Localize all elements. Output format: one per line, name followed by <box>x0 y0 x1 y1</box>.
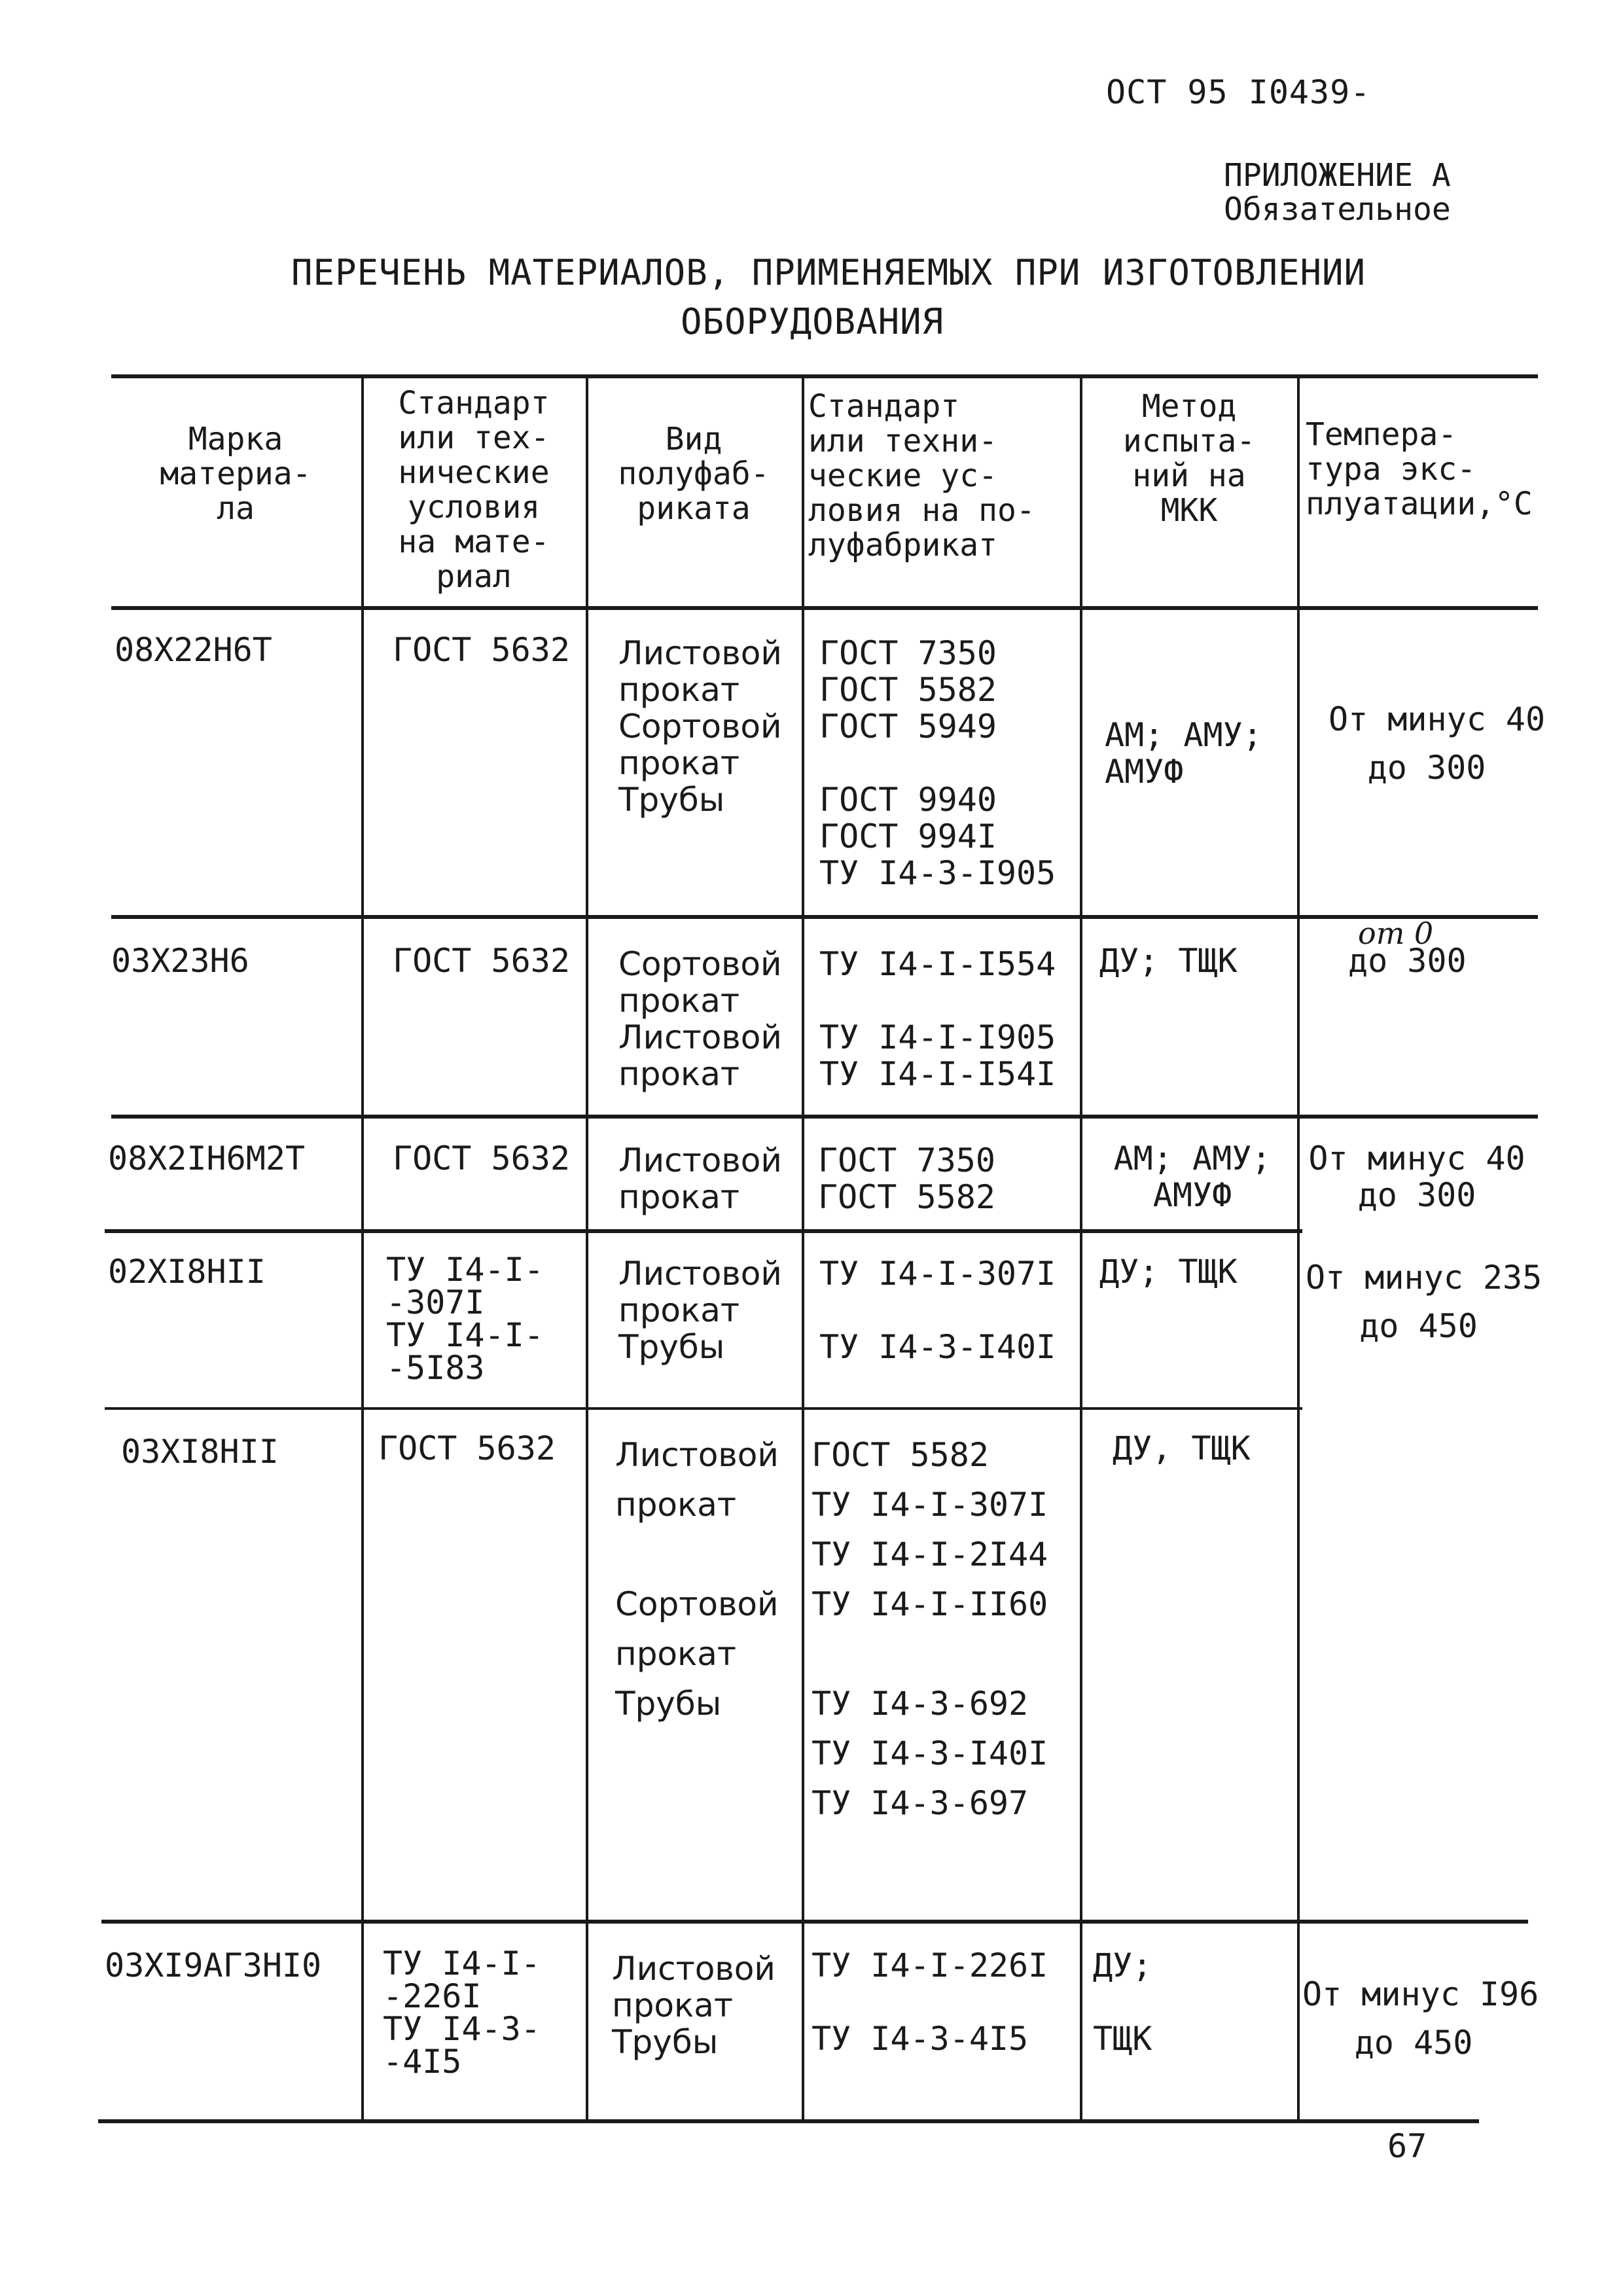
grade-cell: 08Х2IН6М2Т <box>108 1139 306 1177</box>
semi-type-cell: Листовой прокат Сортовой прокат Трубы <box>618 634 782 819</box>
annex-label: ПРИЛОЖЕНИЕ А <box>1224 157 1451 194</box>
column-divider <box>586 376 588 2121</box>
grade-cell: 03ХI9АГ3НI0 <box>105 1946 322 1984</box>
temperature-cell: до 300 <box>1348 942 1467 980</box>
column-header-semi-product-type: Вид полуфаб- риката <box>618 421 770 527</box>
header-bottom-rule <box>111 606 1538 610</box>
column-divider <box>361 376 364 2121</box>
semi-standard-cell: ТУ I4-I-226I ТУ I4-3-4I5 <box>812 1946 1048 2058</box>
row-rule <box>105 1229 1302 1233</box>
temperature-cell: От минус 235 до 450 <box>1306 1259 1543 1345</box>
row-rule <box>105 1407 1302 1410</box>
page-title-line-1: ПЕРЕЧЕНЬ МАТЕРИАЛОВ, ПРИМЕНЯЕМЫХ ПРИ ИЗГОТОВЛЕНИИ <box>291 252 1366 293</box>
column-header-material-standard: Стандарт или тех- нические условия на мате- риал <box>398 385 550 595</box>
semi-standard-cell: ТУ I4-I-I554 ТУ I4-I-I905 ТУ I4-I-I54I <box>819 945 1056 1093</box>
column-divider <box>1297 376 1300 2121</box>
page-number: 67 <box>1387 2127 1427 2165</box>
test-method-cell: ДУ, ТЩК <box>1113 1429 1251 1467</box>
material-standard-cell: ТУ I4-I- -226I ТУ I4-3- -4I5 <box>383 1945 541 2081</box>
semi-type-cell: Сортовой прокат Листовой прокат <box>618 945 782 1093</box>
semi-standard-cell: ГОСТ 5582 ТУ I4-I-307I ТУ I4-I-2I44 ТУ I4-I-II60 ТУ I4-3-692 ТУ I4-3-I40I ТУ I4-3-697 <box>812 1436 1048 1822</box>
temperature-cell: От минус 40 до 300 <box>1329 700 1546 787</box>
column-divider <box>1080 376 1082 2121</box>
grade-cell: 02ХI8НII <box>108 1253 266 1291</box>
row-rule <box>101 1920 1528 1924</box>
material-standard-cell: ГОСТ 5632 <box>393 1139 570 1177</box>
semi-type-cell: Листовой прокат Сортовой прокат Трубы <box>615 1436 779 1723</box>
document-code: ОСТ 95 I0439- <box>1106 73 1371 111</box>
temperature-cell: От минус 40 до 300 <box>1308 1139 1525 1214</box>
page-title-line-2: ОБОРУДОВАНИЯ <box>681 301 944 342</box>
column-header-semi-product-standard: Стандарт или техни- ческие ус- ловия на по- луфабрикат <box>808 388 1035 564</box>
semi-type-cell: Листовой прокат Трубы <box>618 1255 782 1366</box>
semi-type-cell: Листовой прокат Трубы <box>612 1950 776 2061</box>
semi-standard-cell: ТУ I4-I-307I ТУ I4-3-I40I <box>819 1255 1056 1366</box>
material-standard-cell: ГОСТ 5632 <box>393 631 570 669</box>
grade-cell: 03ХI8НII <box>121 1433 279 1471</box>
column-divider <box>802 376 804 2121</box>
test-method-cell: ДУ; ТЩК <box>1099 1253 1238 1291</box>
material-standard-cell: ГОСТ 5632 <box>393 942 570 980</box>
test-method-cell: ДУ; ТЩК <box>1099 942 1238 980</box>
grade-cell: 03Х23Н6 <box>111 942 249 980</box>
semi-standard-cell: ГОСТ 7350 ГОСТ 5582 ГОСТ 5949 ГОСТ 9940 ГОСТ 994I ТУ I4-3-I905 <box>819 634 1056 892</box>
test-method-cell: АМ; АМУ; АМУФ <box>1105 716 1262 791</box>
grade-cell: 08Х22Н6Т <box>115 631 272 669</box>
test-method-cell: АМ; АМУ; АМУФ <box>1113 1139 1272 1214</box>
row-rule <box>111 1115 1538 1119</box>
temperature-handwritten-note: от 0 <box>1358 916 1434 951</box>
table-bottom-rule <box>98 2119 1479 2123</box>
temperature-cell: От минус I96 до 450 <box>1302 1975 1539 2062</box>
column-header-temperature: Темпера- тура экс- плуатации,°С <box>1306 416 1533 522</box>
test-method-cell: ДУ; ТЩК <box>1093 1946 1152 2058</box>
semi-standard-cell: ГОСТ 7350 ГОСТ 5582 <box>818 1141 995 1216</box>
row-rule <box>111 915 1538 919</box>
column-header-test-method: Метод испыта- ний на МКК <box>1122 388 1256 529</box>
material-standard-cell: ГОСТ 5632 <box>378 1429 556 1467</box>
column-header-grade: Марка материа- ла <box>160 421 312 527</box>
annex-type: Обязательное <box>1224 191 1451 228</box>
material-standard-cell: ТУ I4-I- -307I ТУ I4-I- -5I83 <box>386 1251 544 1387</box>
semi-type-cell: Листовой прокат <box>618 1141 782 1216</box>
table-top-rule <box>111 374 1538 378</box>
